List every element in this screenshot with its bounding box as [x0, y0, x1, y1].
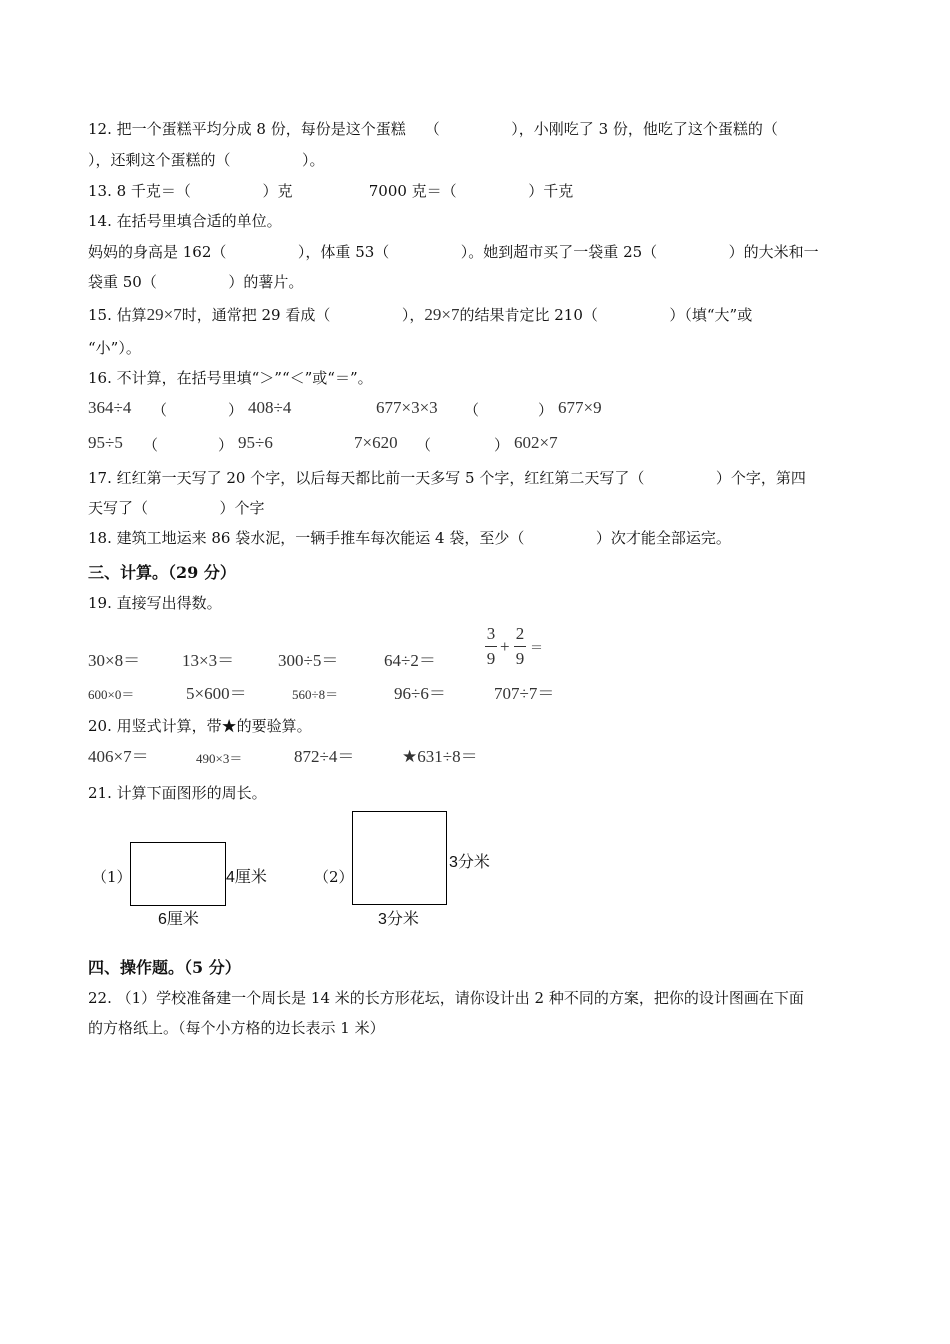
q20-item-2: 872÷4＝: [294, 747, 355, 766]
q22-line1: 22. （1）学校准备建一个周长是 14 米的长方形花坛，请你设计出 2 种不同的方案，把你的设计图画在下面: [88, 989, 804, 1007]
q16-r2-a2: 7×620: [354, 433, 398, 452]
fraction-bar: [514, 646, 526, 647]
fig2-width-label: 3分米: [378, 911, 419, 928]
fig2-height-label: 3分米: [449, 854, 490, 871]
q15-expr2: 29×7: [424, 305, 460, 324]
q16-r2-a1: 95÷5: [88, 433, 123, 452]
q19-title: 19. 直接写出得数。: [88, 594, 222, 612]
q15-line2: “小”）。: [88, 339, 141, 357]
q17-line2: 天写了（ ）个字: [88, 499, 265, 517]
q16-paren-open: （: [464, 401, 480, 419]
q16-r1-b2: 677×9: [558, 398, 602, 417]
q14-line1: 14. 在括号里填合适的单位。: [88, 212, 282, 230]
q19-fraction-2: [513, 624, 527, 669]
frac1-num: 3: [486, 624, 496, 643]
q16-r1-a2: 677×3×3: [376, 398, 438, 417]
q19-r1-3: 64÷2＝: [384, 651, 436, 670]
q16-paren-close: ）: [228, 401, 244, 419]
q15-expr: 29×7: [146, 305, 182, 324]
q12-line1: 12. 把一个蛋糕平均分成 8 份，每份是这个蛋糕 （ ），小刚吃了 3 份，他吃了这个蛋糕的（: [88, 120, 778, 138]
q16-paren-close: ）: [538, 401, 554, 419]
q14-line2: 妈妈的身高是 162（ ），体重 53（ ）。她到超市买了一袋重 25（ ）的大米和一: [88, 243, 819, 261]
q21-title: 21. 计算下面图形的周长。: [88, 784, 267, 802]
frac2-num: 2: [515, 624, 525, 643]
q16-r1-a1: 364÷4: [88, 398, 132, 417]
q15-line1: [88, 305, 752, 325]
q19-r2-0: 600×0＝: [88, 687, 135, 702]
fig1-label: （1）: [92, 868, 132, 886]
q20-item-1: 490×3＝: [196, 751, 243, 766]
q22-line2: 的方格纸上。（每个小方格的边长表示 1 米）: [88, 1019, 385, 1037]
q19-plus: +: [500, 637, 510, 656]
q19-r1-0: 30×8＝: [88, 651, 141, 670]
rectangle-figure: [130, 842, 226, 906]
fig1-width-label: 6厘米: [158, 911, 199, 928]
q16-r1-b1: 408÷4: [248, 398, 292, 417]
section3-heading: 三、计算。（29 分）: [88, 563, 236, 582]
q20-item-0: 406×7＝: [88, 747, 149, 766]
q14-line3: 袋重 50（ ）的薯片。: [88, 273, 304, 291]
q19-r2-1: 5×600＝: [186, 684, 247, 703]
q16-r2-b1: 95÷6: [238, 433, 273, 452]
q16-paren-open: （: [416, 436, 432, 454]
q16-r2-b2: 602×7: [514, 433, 558, 452]
square-figure: [352, 811, 447, 905]
q19-fraction-eq: ＝: [530, 640, 544, 655]
q13: 13. 8 千克＝（ ）克 7000 克＝（ ）千克: [88, 182, 574, 200]
q19-r2-2: 560÷8＝: [292, 687, 339, 702]
q16-paren-close: ）: [494, 436, 510, 454]
q15-prefix: 15. 估算: [88, 306, 147, 324]
q16-paren-close: ）: [218, 436, 234, 454]
q18: 18. 建筑工地运来 86 袋水泥，一辆手推车每次能运 4 袋，至少（ ）次才能全部运完。: [88, 529, 731, 547]
q20-title: 20. 用竖式计算，带★的要验算。: [88, 717, 312, 735]
section4-heading: 四、操作题。（5 分）: [88, 958, 241, 977]
q19-r1-1: 13×3＝: [182, 651, 235, 670]
q15-suffix: 的结果肯定比 210（ ）（填“大”或: [459, 306, 753, 324]
q19-r2-3: 96÷6＝: [394, 684, 446, 703]
q20-item-3: ★631÷8＝: [402, 747, 478, 766]
q16-paren-open: （: [143, 436, 159, 454]
fraction-bar: [485, 646, 497, 647]
q19-r1-2: 300÷5＝: [278, 651, 339, 670]
q17-line1: 17. 红红第一天写了 20 个字，以后每天都比前一天多写 5 个字，红红第二天写了（ ）个字，第四: [88, 469, 806, 487]
q19-r2-4: 707÷7＝: [494, 684, 555, 703]
frac1-den: 9: [486, 649, 496, 668]
frac2-den: 9: [515, 649, 525, 668]
q12-line2: ），还剩这个蛋糕的（ ）。: [88, 151, 325, 169]
q16-title: 16. 不计算，在括号里填“＞”“＜”或“＝”。: [88, 369, 373, 387]
fig2-label: （2）: [314, 868, 354, 886]
q16-paren-open: （: [152, 401, 168, 419]
q19-fraction-1: [484, 624, 498, 669]
fig1-height-label: 4厘米: [226, 869, 267, 886]
q15-mid: 时，通常把 29 看成（ ），: [181, 306, 425, 324]
